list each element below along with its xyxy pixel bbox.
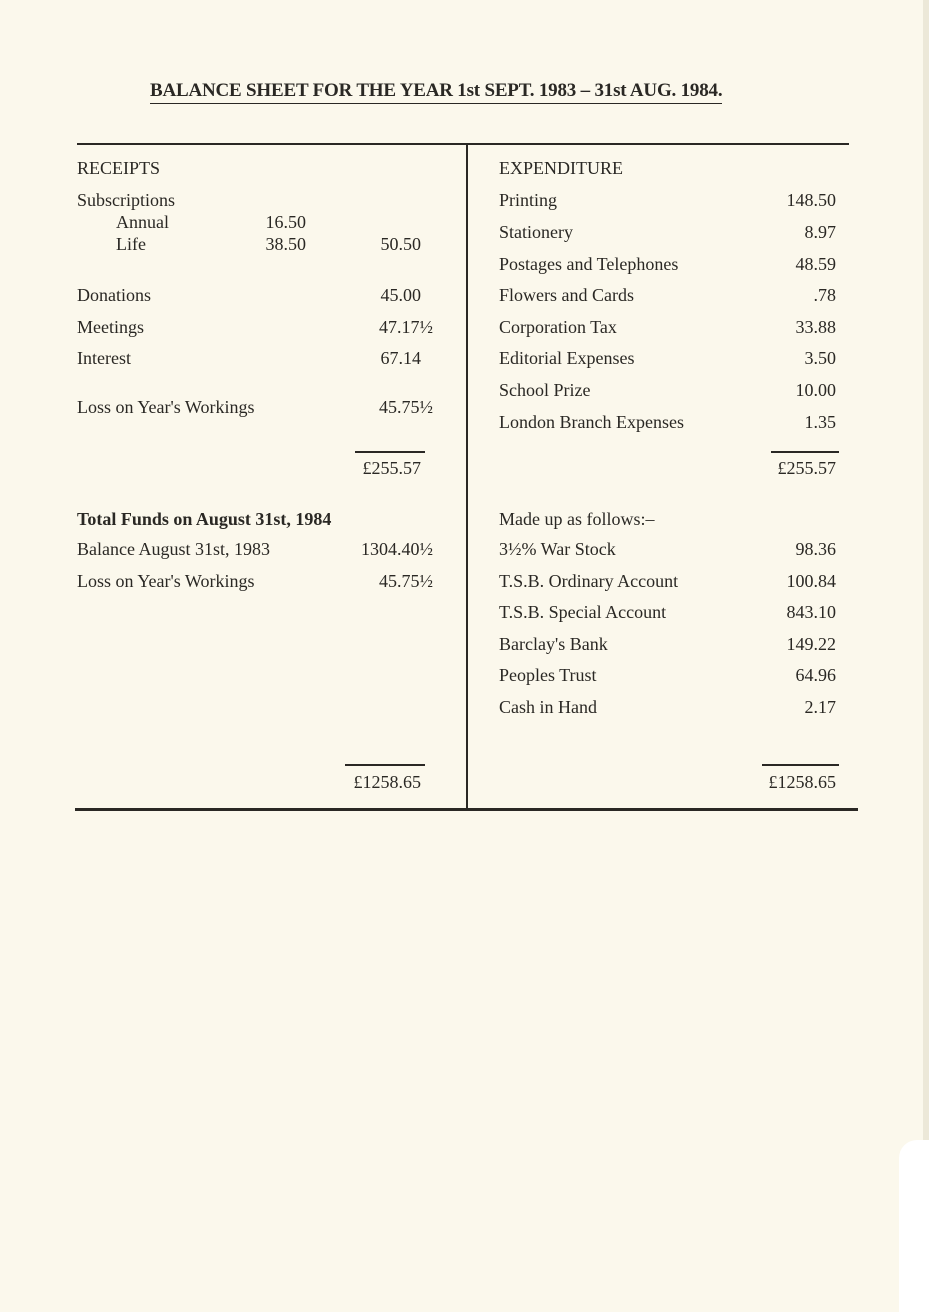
receipt-row-label: Loss on Year's Workings bbox=[77, 397, 255, 417]
asset-row-label: 3½% War Stock bbox=[499, 539, 616, 559]
asset-row-label: T.S.B. Ordinary Account bbox=[499, 571, 679, 591]
document-title: BALANCE SHEET FOR THE YEAR 1st SEPT. 1983 – 31st AUG. 1984. bbox=[150, 80, 722, 104]
asset-row-value: 98.36 bbox=[795, 539, 836, 559]
annual-value: 16.50 bbox=[265, 212, 306, 232]
funds-row-label: Loss on Year's Workings bbox=[77, 571, 255, 591]
expenditure-row-label: Editorial Expenses bbox=[499, 348, 635, 368]
subscriptions-label: Subscriptions bbox=[77, 190, 176, 210]
asset-row-label: T.S.B. Special Account bbox=[499, 602, 667, 622]
expenditure-row-label: Printing bbox=[499, 190, 558, 210]
annual-label: Annual bbox=[116, 212, 169, 232]
expenditure-heading: EXPENDITURE bbox=[499, 158, 623, 178]
funds-row-value: 45.75½ bbox=[379, 571, 433, 591]
asset-row-label: Cash in Hand bbox=[499, 697, 597, 717]
receipt-row-value: 45.00 bbox=[380, 285, 421, 305]
receipt-row-value: 47.17½ bbox=[379, 317, 433, 337]
receipt-row-value: 67.14 bbox=[380, 348, 421, 368]
table-top-rule bbox=[77, 143, 849, 145]
expenditure-row-label: Stationery bbox=[499, 222, 573, 242]
expenditure-row-value: 1.35 bbox=[804, 412, 836, 432]
funds-row-value: 1304.40½ bbox=[361, 539, 433, 559]
subscriptions-total: 50.50 bbox=[380, 234, 421, 254]
expenditure-row-value: .78 bbox=[813, 285, 836, 305]
expenditure-row-value: 48.59 bbox=[795, 254, 836, 274]
expenditure-row-label: Corporation Tax bbox=[499, 317, 617, 337]
asset-row-value: 843.10 bbox=[786, 602, 836, 622]
funds-total: £1258.65 bbox=[353, 772, 421, 792]
expenditure-row-label: London Branch Expenses bbox=[499, 412, 684, 432]
asset-row-value: 2.17 bbox=[804, 697, 836, 717]
expenditure-row-value: 10.00 bbox=[795, 380, 836, 400]
asset-row-label: Peoples Trust bbox=[499, 665, 597, 685]
made-up-heading: Made up as follows:– bbox=[499, 509, 655, 529]
life-label: Life bbox=[116, 234, 146, 254]
table-bottom-rule bbox=[75, 808, 858, 811]
receipts-heading: RECEIPTS bbox=[77, 158, 161, 178]
receipt-row-value: 45.75½ bbox=[379, 397, 433, 417]
receipts-total: £255.57 bbox=[362, 458, 421, 478]
expenditure-row-label: School Prize bbox=[499, 380, 591, 400]
page-corner bbox=[899, 1140, 929, 1312]
asset-row-value: 100.84 bbox=[786, 571, 836, 591]
expenditure-row-value: 33.88 bbox=[795, 317, 836, 337]
made-up-subtotal-rule bbox=[762, 764, 839, 766]
receipt-row-label: Meetings bbox=[77, 317, 144, 337]
receipts-subtotal-rule bbox=[355, 451, 425, 453]
life-value: 38.50 bbox=[265, 234, 306, 254]
expenditure-row-value: 148.50 bbox=[786, 190, 836, 210]
made-up-total: £1258.65 bbox=[768, 772, 836, 792]
expenditure-row-label: Flowers and Cards bbox=[499, 285, 634, 305]
expenditure-row-value: 8.97 bbox=[804, 222, 836, 242]
asset-row-label: Barclay's Bank bbox=[499, 634, 608, 654]
asset-row-value: 64.96 bbox=[795, 665, 836, 685]
expenditure-total: £255.57 bbox=[777, 458, 836, 478]
expenditure-row-label: Postages and Telephones bbox=[499, 254, 679, 274]
page-edge-shadow bbox=[923, 0, 929, 1312]
funds-row-label: Balance August 31st, 1983 bbox=[77, 539, 270, 559]
funds-subtotal-rule bbox=[345, 764, 425, 766]
total-funds-heading: Total Funds on August 31st, 1984 bbox=[77, 509, 332, 529]
receipt-row-label: Interest bbox=[77, 348, 131, 368]
expenditure-subtotal-rule bbox=[771, 451, 839, 453]
expenditure-row-value: 3.50 bbox=[804, 348, 836, 368]
receipt-row-label: Donations bbox=[77, 285, 151, 305]
column-divider bbox=[466, 145, 468, 810]
asset-row-value: 149.22 bbox=[786, 634, 836, 654]
